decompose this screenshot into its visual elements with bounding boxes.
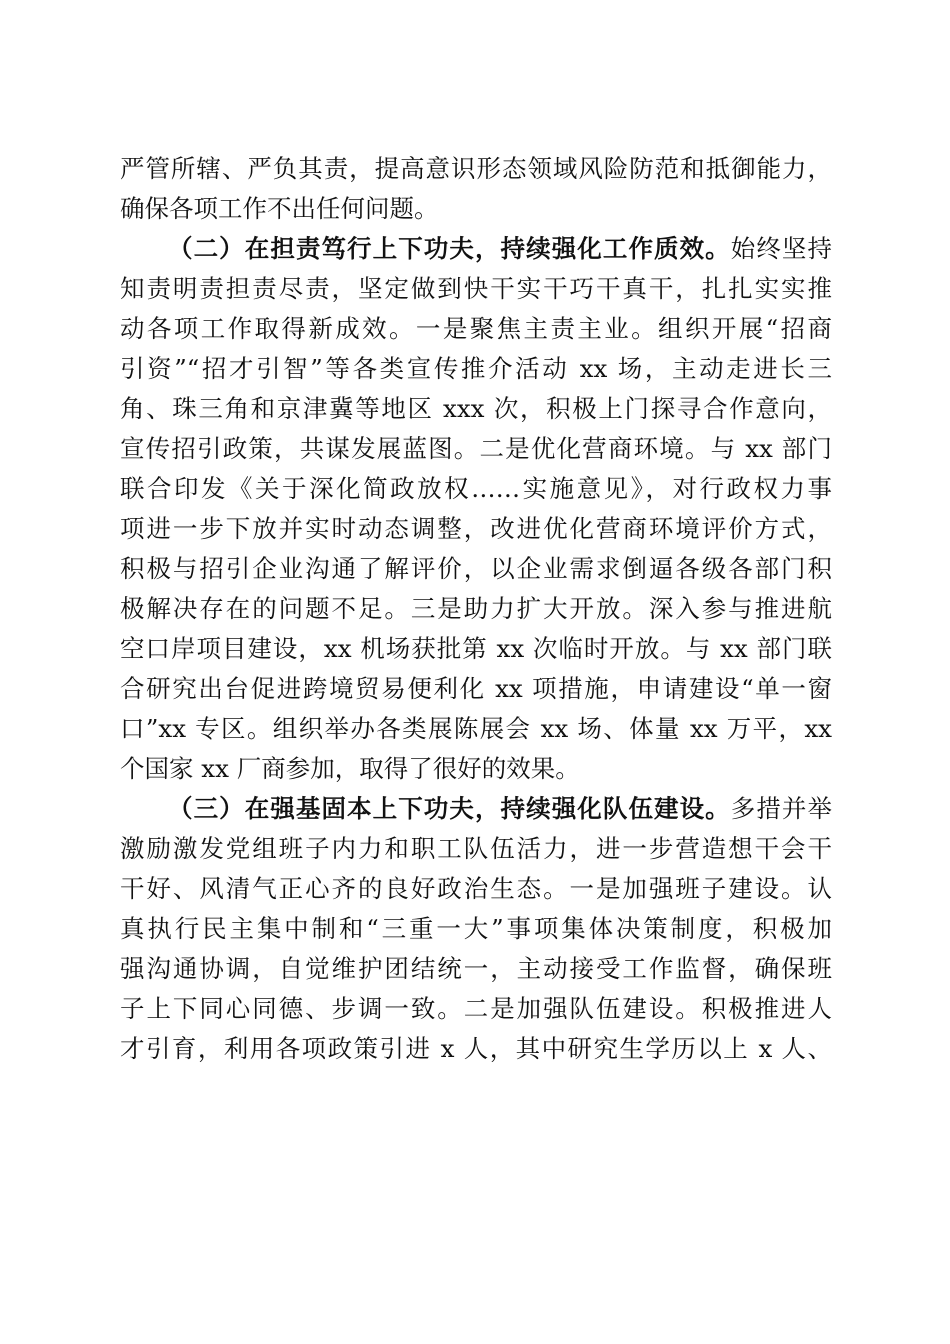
text-line: 极解决存在的问题不足。三是助力扩大开放。深入参与推进航 [120, 594, 832, 623]
text-line: 合研究出台促进跨境贸易便利化 xx 项措施，申请建设“单一窗 [120, 674, 832, 703]
text-line: 积极与招引企业沟通了解评价，以企业需求倒逼各级各部门积 [120, 554, 832, 583]
text-line: 宣传招引政策，共谋发展蓝图。二是优化营商环境。与 xx 部门 [120, 434, 832, 463]
text-line: 个国家 xx 厂商参加，取得了很好的效果。 [120, 754, 580, 783]
section-2-lead: 始终坚持 [730, 234, 833, 263]
text-line: 角、珠三角和京津冀等地区 xxx 次，积极上门探寻合作意向， [120, 394, 832, 423]
text-line: 知责明责担责尽责，坚定做到快干实干巧干真干，扎扎实实推 [120, 274, 832, 303]
text-line: 严管所辖、严负其责，提高意识形态领域风险防范和抵御能力， [120, 154, 832, 183]
text-line: 强沟通协调，自觉维护团结统一，主动接受工作监督，确保班 [120, 954, 832, 983]
text-line: 真执行民主集中制和“三重一大”事项集体决策制度，积极加 [120, 914, 832, 943]
section-3-heading: （三）在强基固本上下功夫，持续强化队伍建设。 [168, 794, 731, 823]
section-2-heading: （二）在担责笃行上下功夫，持续强化工作质效。 [168, 234, 731, 263]
text-line: 才引育，利用各项政策引进 x 人，其中研究生学历以上 x 人、 [120, 1034, 832, 1063]
text-line: 子上下同心同德、步调一致。二是加强队伍建设。积极推进人 [120, 994, 832, 1023]
text-line: 干好、风清气正心齐的良好政治生态。一是加强班子建设。认 [120, 874, 832, 903]
text-line: 联合印发《关于深化简政放权……实施意见》，对行政权力事 [120, 474, 832, 503]
text-line: 空口岸项目建设，xx 机场获批第 xx 次临时开放。与 xx 部门联 [120, 634, 832, 663]
section-3-lead: 多措并举 [730, 794, 833, 823]
text-line: 项进一步下放并实时动态调整，改进优化营商环境评价方式， [120, 514, 832, 543]
text-line: 激励激发党组班子内力和职工队伍活力，进一步营造想干会干 [120, 834, 832, 863]
text-line: 确保各项工作不出任何问题。 [120, 194, 439, 223]
text-line: 动各项工作取得新成效。一是聚焦主责主业。组织开展“招商 [120, 314, 832, 343]
text-line: 口”xx 专区。组织举办各类展陈展会 xx 场、体量 xx 万平，xx [120, 714, 832, 743]
text-line: 引资”“招才引智”等各类宣传推介活动 xx 场，主动走进长三 [120, 354, 832, 383]
